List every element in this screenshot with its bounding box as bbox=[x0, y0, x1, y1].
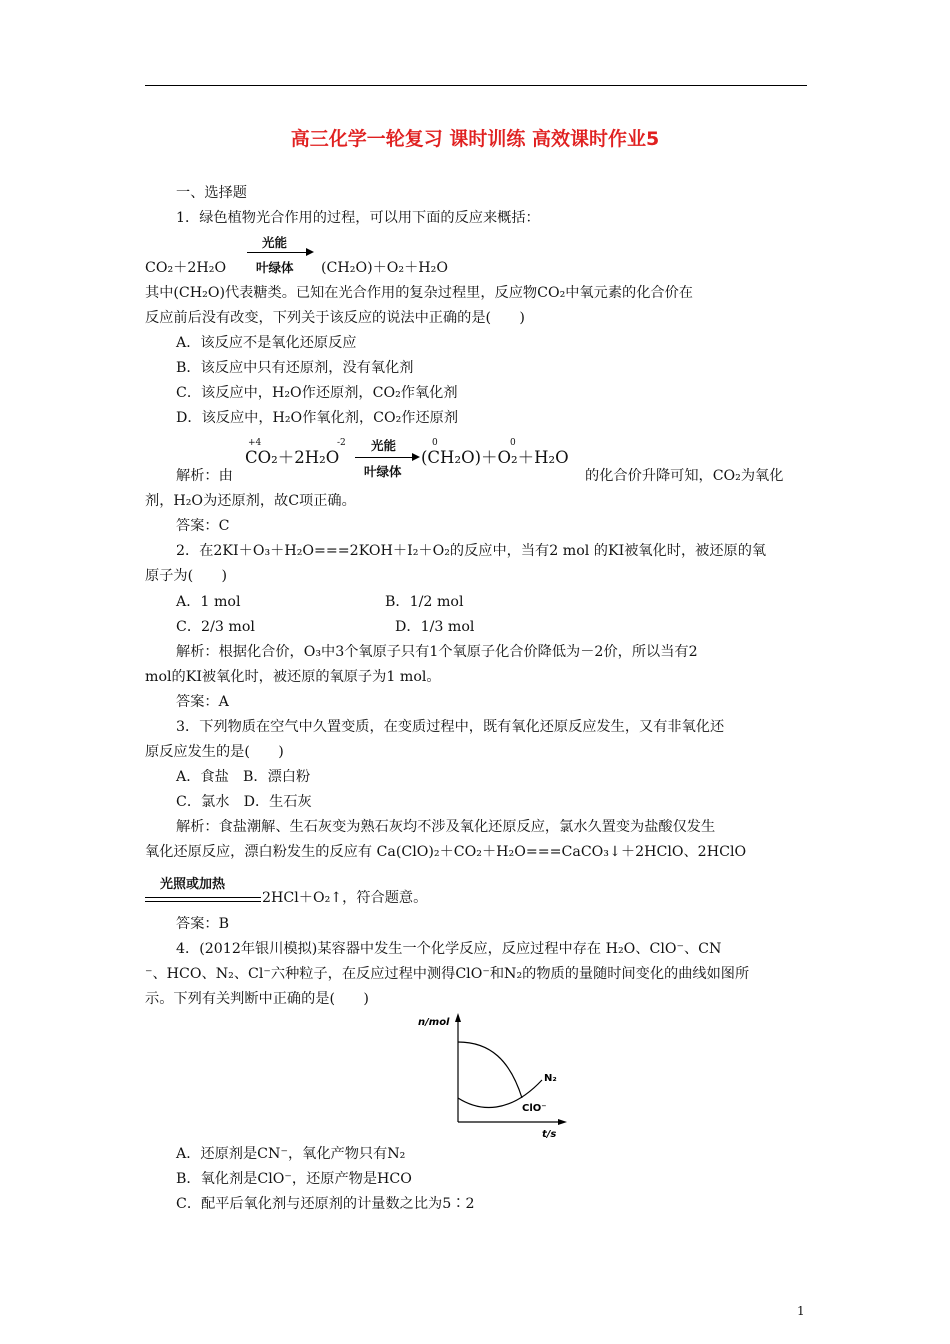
q3-stem-2: 原反应发生的是( ) bbox=[145, 744, 284, 760]
q3-options-2: C．氯水 D．生石灰 bbox=[176, 794, 312, 810]
analysis-eq-right: (CH₂O)＋O₂＋H₂O bbox=[421, 448, 569, 467]
valence-c2: 0 bbox=[432, 438, 438, 448]
q3-stem-1: 3．下列物质在空气中久置变质，在变质过程中，既有氧化还原反应发生，又有非氧化还 bbox=[176, 719, 725, 735]
analysis-arrow bbox=[355, 457, 415, 458]
analysis-arrowhead-icon bbox=[412, 453, 420, 461]
q3-analysis-3: 2HCl＋O₂↑，符合题意。 bbox=[262, 890, 428, 906]
q1-answer: 答案：C bbox=[176, 518, 230, 534]
q3-answer: 答案：B bbox=[176, 916, 229, 932]
q2-stem-2: 原子为( ) bbox=[145, 568, 228, 584]
q4-option-c: C．配平后氧化剂与还原剂的计量数之比为5∶2 bbox=[176, 1196, 475, 1212]
q3-analysis-2: 氧化还原反应，漂白粉发生的反应有 Ca(ClO)₂＋CO₂＋H₂O===CaCO₃↓＋2HClO、2HClO bbox=[145, 844, 747, 860]
q3-eq-line-1 bbox=[145, 897, 261, 898]
q1-analysis-2: 剂，H₂O为还原剂，故C项正确。 bbox=[145, 493, 356, 509]
q2-analysis-2: mol的KI被氧化时，被还原的氧原子为1 mol。 bbox=[145, 669, 441, 685]
q3-eq-line-2 bbox=[145, 901, 261, 902]
q1-arrow-bottom: 叶绿体 bbox=[256, 260, 294, 275]
page-title: 高三化学一轮复习 课时训练 高效课时作业5 bbox=[290, 128, 660, 150]
chart-y-arrow-icon bbox=[455, 1013, 461, 1022]
q1-stem: 1．绿色植物光合作用的过程，可以用下面的反应来概括： bbox=[176, 210, 540, 226]
q3-condition: 光照或加热 bbox=[160, 877, 226, 892]
q2-option-a: A．1 mol bbox=[176, 594, 241, 610]
q2-answer: 答案：A bbox=[176, 694, 229, 710]
q4-stem-1: 4．(2012年银川模拟)某容器中发生一个化学反应，反应过程中存在 H₂O、ClO⁻、CN bbox=[176, 941, 722, 957]
q2-analysis-1: 解析：根据化合价，O₃中3个氧原子只有1个氧原子化合价降低为－2价，所以当有2 bbox=[176, 644, 698, 660]
analysis-arrow-top: 光能 bbox=[371, 438, 397, 453]
q1-arrowhead-icon bbox=[306, 248, 314, 256]
chart-ylabel: n/mol bbox=[418, 1017, 450, 1028]
q4-stem-2: ⁻、HCO、N₂、Cl⁻六种粒子，在反应过程中测得ClO⁻和N₂的物质的量随时间变化的曲线如图所 bbox=[145, 966, 750, 982]
header-rule bbox=[145, 85, 807, 86]
q1-analysis-prefix: 解析：由 bbox=[176, 468, 233, 484]
q1-option-a: A．该反应不是氧化还原反应 bbox=[176, 335, 357, 351]
valence-c: +4 bbox=[248, 438, 262, 448]
q4-option-a: A．还原剂是CN⁻，氧化产物只有N₂ bbox=[176, 1146, 406, 1162]
q1-analysis-suffix: 的化合价升降可知，CO₂为氧化 bbox=[585, 468, 784, 484]
chart-x-arrow-icon bbox=[558, 1119, 567, 1125]
analysis-eq-left: CO₂＋2H₂O bbox=[245, 448, 340, 467]
q2-option-b: B．1/2 mol bbox=[385, 594, 464, 610]
q1-text-2: 反应前后没有改变，下列关于该反应的说法中正确的是( ) bbox=[145, 310, 525, 326]
section-heading: 一、选择题 bbox=[176, 185, 247, 201]
q3-analysis-1: 解析：食盐潮解、生石灰变为熟石灰均不涉及氧化还原反应，氯水久置变为盐酸仅发生 bbox=[176, 819, 716, 835]
q1-reactants: CO₂＋2H₂O bbox=[145, 260, 227, 276]
q1-option-c: C．该反应中，H₂O作还原剂，CO₂作氧化剂 bbox=[176, 385, 458, 401]
q4-chart bbox=[410, 1010, 570, 1138]
q4-stem-3: 示。下列有关判断中正确的是( ) bbox=[145, 991, 369, 1007]
q1-products: (CH₂O)＋O₂＋H₂O bbox=[321, 260, 449, 276]
valence-o2: 0 bbox=[510, 438, 516, 448]
chart-xlabel: t/s bbox=[542, 1129, 557, 1138]
q2-option-d: D．1/3 mol bbox=[395, 619, 475, 635]
chart-label-n2: N₂ bbox=[544, 1073, 557, 1084]
q1-arrow bbox=[247, 252, 309, 253]
q1-option-b: B．该反应中只有还原剂，没有氧化剂 bbox=[176, 360, 414, 376]
q1-arrow-top: 光能 bbox=[262, 235, 288, 250]
q3-options-1: A．食盐 B．漂白粉 bbox=[176, 769, 311, 785]
chart-label-clo: ClO⁻ bbox=[522, 1103, 547, 1114]
q1-text-1: 其中(CH₂O)代表糖类。已知在光合作用的复杂过程里，反应物CO₂中氧元素的化合价在 bbox=[145, 285, 693, 301]
q4-option-b: B．氧化剂是ClO⁻，还原产物是HCO bbox=[176, 1171, 412, 1187]
q1-option-d: D．该反应中，H₂O作氧化剂，CO₂作还原剂 bbox=[176, 410, 459, 426]
chart-clo-curve bbox=[458, 1042, 522, 1098]
analysis-arrow-bottom: 叶绿体 bbox=[364, 464, 402, 479]
valence-o: -2 bbox=[337, 438, 346, 448]
q2-option-c: C．2/3 mol bbox=[176, 619, 255, 635]
page-number: 1 bbox=[797, 1304, 805, 1318]
q2-stem-1: 2．在2KI＋O₃＋H₂O===2KOH＋I₂＋O₂的反应中，当有2 mol 的KI被氧化时，被还原的氧 bbox=[176, 543, 767, 559]
